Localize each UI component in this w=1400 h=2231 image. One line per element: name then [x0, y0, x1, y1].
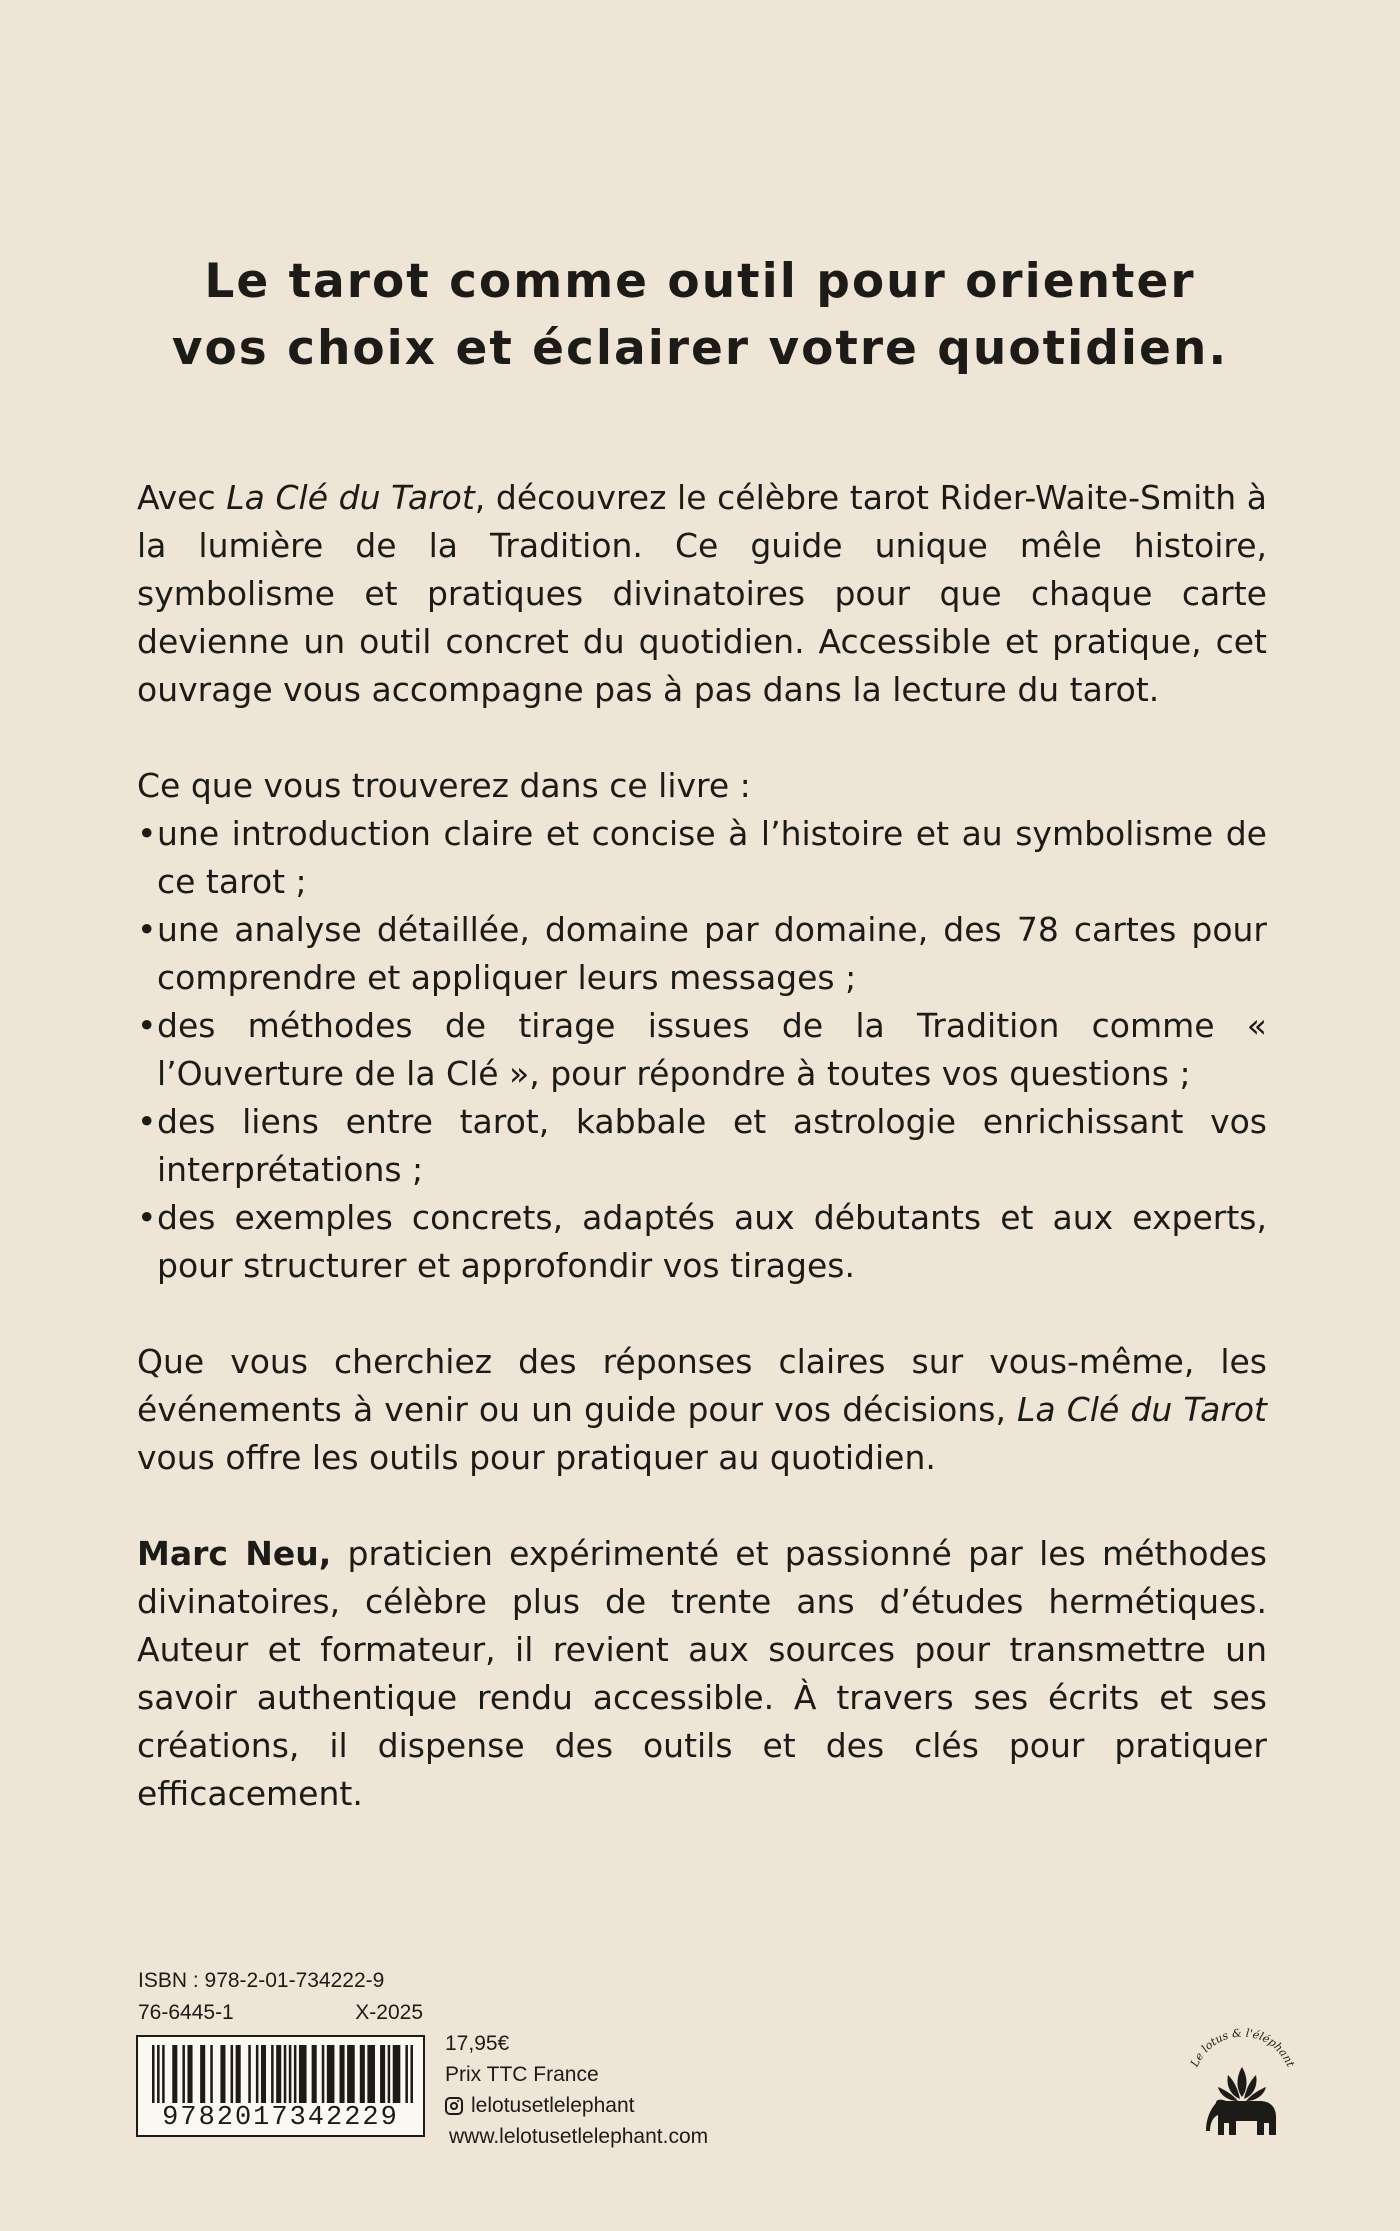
instagram-icon: [445, 2097, 463, 2115]
bullet-icon: •: [137, 1102, 157, 1141]
list-item: [137, 1194, 1267, 1290]
price-block: [445, 2028, 708, 2152]
list-item: [137, 1098, 1267, 1194]
barcode-bar: [162, 2045, 165, 2107]
author-bio: praticien expérimenté et passionné par les méthodes divinatoires, célèbre plus de trente ans d’études hermétiques. Auteur et formateur, il revient aux sources pour transmettre un savoir authentique rendu accessible. À travers ses écrits et ses créations, il dispense des outils et des clés pour pratiquer efficacement.: [137, 1534, 1267, 1813]
barcode-bar: [271, 2045, 274, 2107]
barcode-bar: [261, 2045, 266, 2107]
headline: [100, 248, 1300, 382]
closing-paragraph: [137, 1338, 1267, 1482]
barcode-bar: [182, 2045, 185, 2107]
features-title: Ce que vous trouverez dans ce livre :: [137, 766, 751, 805]
barcode-bar: [157, 2045, 160, 2107]
closing-book-title: La Clé du Tarot: [1017, 1390, 1267, 1429]
barcode-bars: [152, 2045, 413, 2107]
barcode-bar: [360, 2045, 365, 2107]
instagram-handle[interactable]: lelotusetlelephant: [471, 2094, 635, 2117]
barcode-bar: [200, 2045, 205, 2107]
barcode-bar: [172, 2045, 177, 2107]
barcode-bar: [388, 2045, 391, 2107]
barcode-digits: 9782017342229: [146, 2103, 415, 2133]
barcode-bar: [405, 2045, 408, 2107]
author-name: Marc Neu,: [137, 1534, 332, 1573]
headline-line-1: Le tarot comme outil pour orienter: [204, 254, 1196, 309]
bullet-icon: •: [137, 910, 157, 949]
publisher-logo-arc-text: Le lotus & l'éléphant: [1188, 2026, 1298, 2069]
list-item-text: des exemples concrets, adaptés aux débutants et aux experts, pour structurer et approfondir vos tirages.: [157, 1198, 1267, 1285]
closing-after: vous offre les outils pour pratiquer au quotidien.: [137, 1438, 936, 1477]
barcode-bar: [284, 2045, 287, 2107]
barcode-bar: [294, 2045, 297, 2107]
barcode-bar: [299, 2045, 307, 2107]
bullet-icon: •: [137, 814, 157, 853]
product-code: 76-6445-1: [138, 2001, 234, 2024]
publisher-logo: [1180, 2015, 1305, 2170]
barcode-bar: [347, 2045, 355, 2107]
price-label: Prix TTC France: [445, 2063, 599, 2086]
barcode-bar: [256, 2045, 259, 2107]
instagram-row: [445, 2090, 708, 2121]
bullet-icon: •: [137, 1006, 157, 1045]
list-item-text: des méthodes de tirage issues de la Tradition comme « l’Ouverture de la Clé », pour répondre à toutes vos questions ;: [157, 1006, 1267, 1093]
barcode-bar: [248, 2045, 251, 2107]
barcode-bar: [322, 2045, 325, 2107]
barcode-bar: [327, 2045, 335, 2107]
author-paragraph: [137, 1530, 1267, 1818]
lotus-elephant-icon: [1206, 2067, 1276, 2135]
barcode-bar: [210, 2045, 213, 2107]
barcode-bar: [187, 2045, 192, 2107]
barcode-bar: [312, 2045, 317, 2107]
barcode-bar: [289, 2045, 292, 2107]
intro-after: , découvrez le célèbre tarot Rider-Waite-Smith à la lumière de la Tradition. Ce guide unique mêle histoire, symbolisme et pratiques divinatoires pour que chaque carte devienne un outil concret du quotidien. Accessible et pratique, cet ouvrage vous accompagne pas à pas dans la lecture du tarot.: [137, 478, 1267, 709]
intro-paragraph: [137, 474, 1267, 714]
intro-book-title: La Clé du Tarot: [226, 478, 475, 517]
barcode-bar: [380, 2045, 385, 2107]
barcode-bar: [220, 2045, 225, 2107]
list-item: [137, 810, 1267, 906]
barcode-bar: [152, 2045, 155, 2107]
closing-before: Que vous cherchiez des réponses claires sur vous-même, les événements à venir ou un guide pour vos décisions,: [137, 1342, 1267, 1429]
list-item: [137, 906, 1267, 1002]
isbn-number: ISBN : 978-2-01-734222-9: [138, 1969, 385, 1992]
barcode: [136, 2035, 425, 2137]
product-codes: [138, 1997, 423, 2029]
barcode-bar: [410, 2045, 413, 2107]
isbn-block: [138, 1965, 423, 2029]
features-list: [137, 810, 1267, 1290]
barcode-bar: [367, 2045, 375, 2107]
website-link[interactable]: www.lelotusetlelephant.com: [449, 2125, 709, 2148]
barcode-bar: [393, 2045, 401, 2107]
barcode-bar: [236, 2045, 241, 2107]
barcode-bar: [340, 2045, 345, 2107]
back-cover-text: [137, 474, 1267, 1818]
list-item-text: des liens entre tarot, kabbale et astrologie enrichissant vos interprétations ;: [157, 1102, 1267, 1189]
list-item-text: une introduction claire et concise à l’histoire et au symbolisme de ce tarot ;: [157, 814, 1267, 901]
list-item-text: une analyse détaillée, domaine par domaine, des 78 cartes pour comprendre et appliquer leurs messages ;: [157, 910, 1267, 997]
headline-line-2: vos choix et éclairer votre quotidien.: [171, 321, 1229, 376]
edition-code: X-2025: [355, 2001, 423, 2024]
barcode-bar: [276, 2045, 281, 2107]
bullet-icon: •: [137, 1198, 157, 1237]
barcode-bar: [231, 2045, 234, 2107]
list-item: [137, 1002, 1267, 1098]
intro-before: Avec: [137, 478, 227, 517]
price-amount: 17,95€: [445, 2032, 510, 2055]
